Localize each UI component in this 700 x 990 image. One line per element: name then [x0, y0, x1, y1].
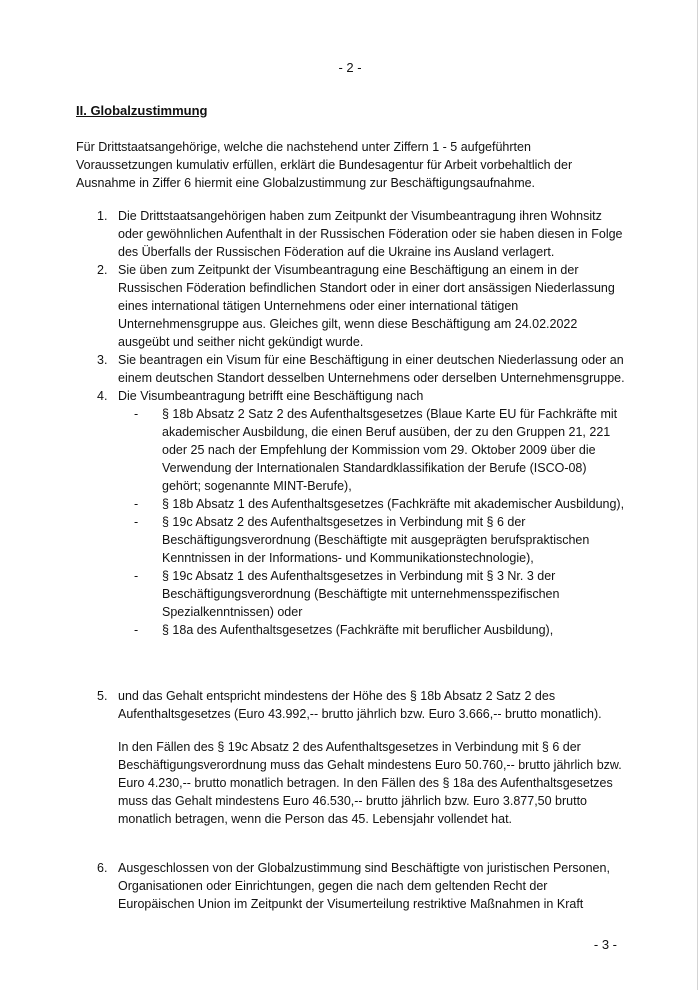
intro-paragraph: Für Drittstaatsangehörige, welche die nachstehend unter Ziffern 1 - 5 aufgeführten Voraussetzungen kumulativ erfüllen, erklärt die Bundesagentur für Arbeit vorbehaltlich der Ausnahme in Ziffer 6 hiermit eine Globalzustimmung zur Beschäftigungsaufnahme.	[76, 140, 573, 190]
list-item-text: und das Gehalt entspricht mindestens der Höhe des § 18b Absatz 2 Satz 2 des Aufenthaltsgesetzes (Euro 43.992,-- brutto jährlich bzw. Euro 3.666,-- brutto monatlich).	[118, 689, 602, 721]
sub-item-text: § 18b Absatz 1 des Aufenthaltsgesetzes (Fachkräfte mit akademischer Ausbildung),	[162, 497, 625, 511]
dash-bullet: -	[134, 515, 139, 529]
dash-bullet: -	[134, 407, 139, 421]
dash-bullet: -	[134, 497, 139, 511]
list-item-text: Sie üben zum Zeitpunkt der Visumbeantragung eine Beschäftigung an einem in der Russischen Föderation befindlichen Standort oder in einer dort ansässigen Niederlassung eines international tätigen Unternehmens oder einer international tätigen Unternehmensgruppe aus. Gleiches gilt, wenn diese Beschäftigung am 24.02.2022 ausgeübt und seither nicht gekündigt wurde.	[118, 263, 615, 349]
list-item	[76, 261, 626, 351]
sub-list-item	[118, 495, 626, 513]
list-item	[76, 859, 626, 913]
list-number: 3.	[97, 353, 108, 367]
list-number: 4.	[97, 389, 108, 403]
list-number: 5.	[97, 689, 108, 703]
list-item	[76, 687, 626, 723]
list-number: 1.	[97, 209, 108, 223]
sub-item-text: § 19c Absatz 2 des Aufenthaltsgesetzes in Verbindung mit § 6 der Beschäftigungsverordnung (Beschäftigte mit ausgeprägten berufspraktischen Kenntnissen in der Informations- und Kommunikationstechnologie),	[162, 515, 590, 565]
sub-list	[76, 405, 626, 639]
list-item-text: Sie beantragen ein Visum für eine Beschäftigung in einer deutschen Niederlassung oder an einem deutschen Standort desselben Unternehmens oder derselben Unternehmensgruppe.	[118, 353, 625, 385]
numbered-list-item-5	[76, 687, 626, 723]
numbered-list-item-6	[76, 859, 626, 913]
sub-item-text: § 19c Absatz 1 des Aufenthaltsgesetzes in Verbindung mit § 3 Nr. 3 der Beschäftigungsverordnung (Beschäftigte mit unternehmensspezifischen Spezialkenntnissen) oder	[162, 569, 560, 619]
list-item-text: Die Visumbeantragung betrifft eine Beschäftigung nach	[118, 389, 424, 403]
sub-list-item	[118, 621, 626, 639]
section-heading: II. Globalzustimmung	[76, 103, 208, 118]
list-number: 6.	[97, 861, 108, 875]
sub-list-item	[118, 405, 626, 495]
dash-bullet: -	[134, 569, 139, 583]
sub-list-item	[118, 513, 626, 567]
list-number: 2.	[97, 263, 108, 277]
sub-item-text: § 18a des Aufenthaltsgesetzes (Fachkräfte mit beruflicher Ausbildung),	[162, 623, 554, 637]
page-edge	[697, 0, 698, 990]
list-item	[76, 351, 626, 387]
page-number-top: - 2 -	[338, 60, 362, 75]
page-number-bottom: - 3 -	[593, 937, 617, 952]
dash-bullet: -	[134, 623, 139, 637]
list-item-text: Ausgeschlossen von der Globalzustimmung sind Beschäftigte von juristischen Personen, Organisationen oder Einrichtungen, gegen die nach dem geltenden Recht der Europäischen Union im Zeitpunkt der Visumerteilung restriktive Maßnahmen in Kraft	[118, 861, 610, 911]
sub-item-text: § 18b Absatz 2 Satz 2 des Aufenthaltsgesetzes (Blaue Karte EU für Fachkräfte mit akademischer Ausbildung, die einen Beruf ausüben, der zu den Gruppen 21, 221 oder 25 nach der Empfehlung der Kommission vom 29. Oktober 2009 über die Verwendung der Internationalen Standardklassifikation der Berufe (ISCO-08) gehört; sogenannte MINT-Berufe),	[162, 407, 618, 493]
list-item	[76, 207, 626, 261]
item-5-paragraph: In den Fällen des § 19c Absatz 2 des Aufenthaltsgesetzes in Verbindung mit § 6 der Beschäftigungsverordnung muss das Gehalt mindestens Euro 50.760,-- brutto jährlich bzw. Euro 4.230,-- brutto monatlich betragen. In den Fällen des § 18a des Aufenthaltsgesetzes muss das Gehalt mindestens Euro 46.530,-- brutto jährlich bzw. Euro 3.877,50 brutto monatlich betragen, wenn die Person das 45. Lebensjahr vollendet hat.	[118, 740, 622, 826]
list-item	[76, 387, 626, 405]
sub-list-item	[118, 567, 626, 621]
numbered-list	[76, 207, 626, 639]
list-item-text: Die Drittstaatsangehörigen haben zum Zeitpunkt der Visumbeantragung ihren Wohnsitz oder gewöhnlichen Aufenthalt in der Russischen Föderation oder sie haben diesen in Folge des Überfalls der Russischen Föderation auf die Ukraine ins Ausland verlagert.	[118, 209, 623, 259]
